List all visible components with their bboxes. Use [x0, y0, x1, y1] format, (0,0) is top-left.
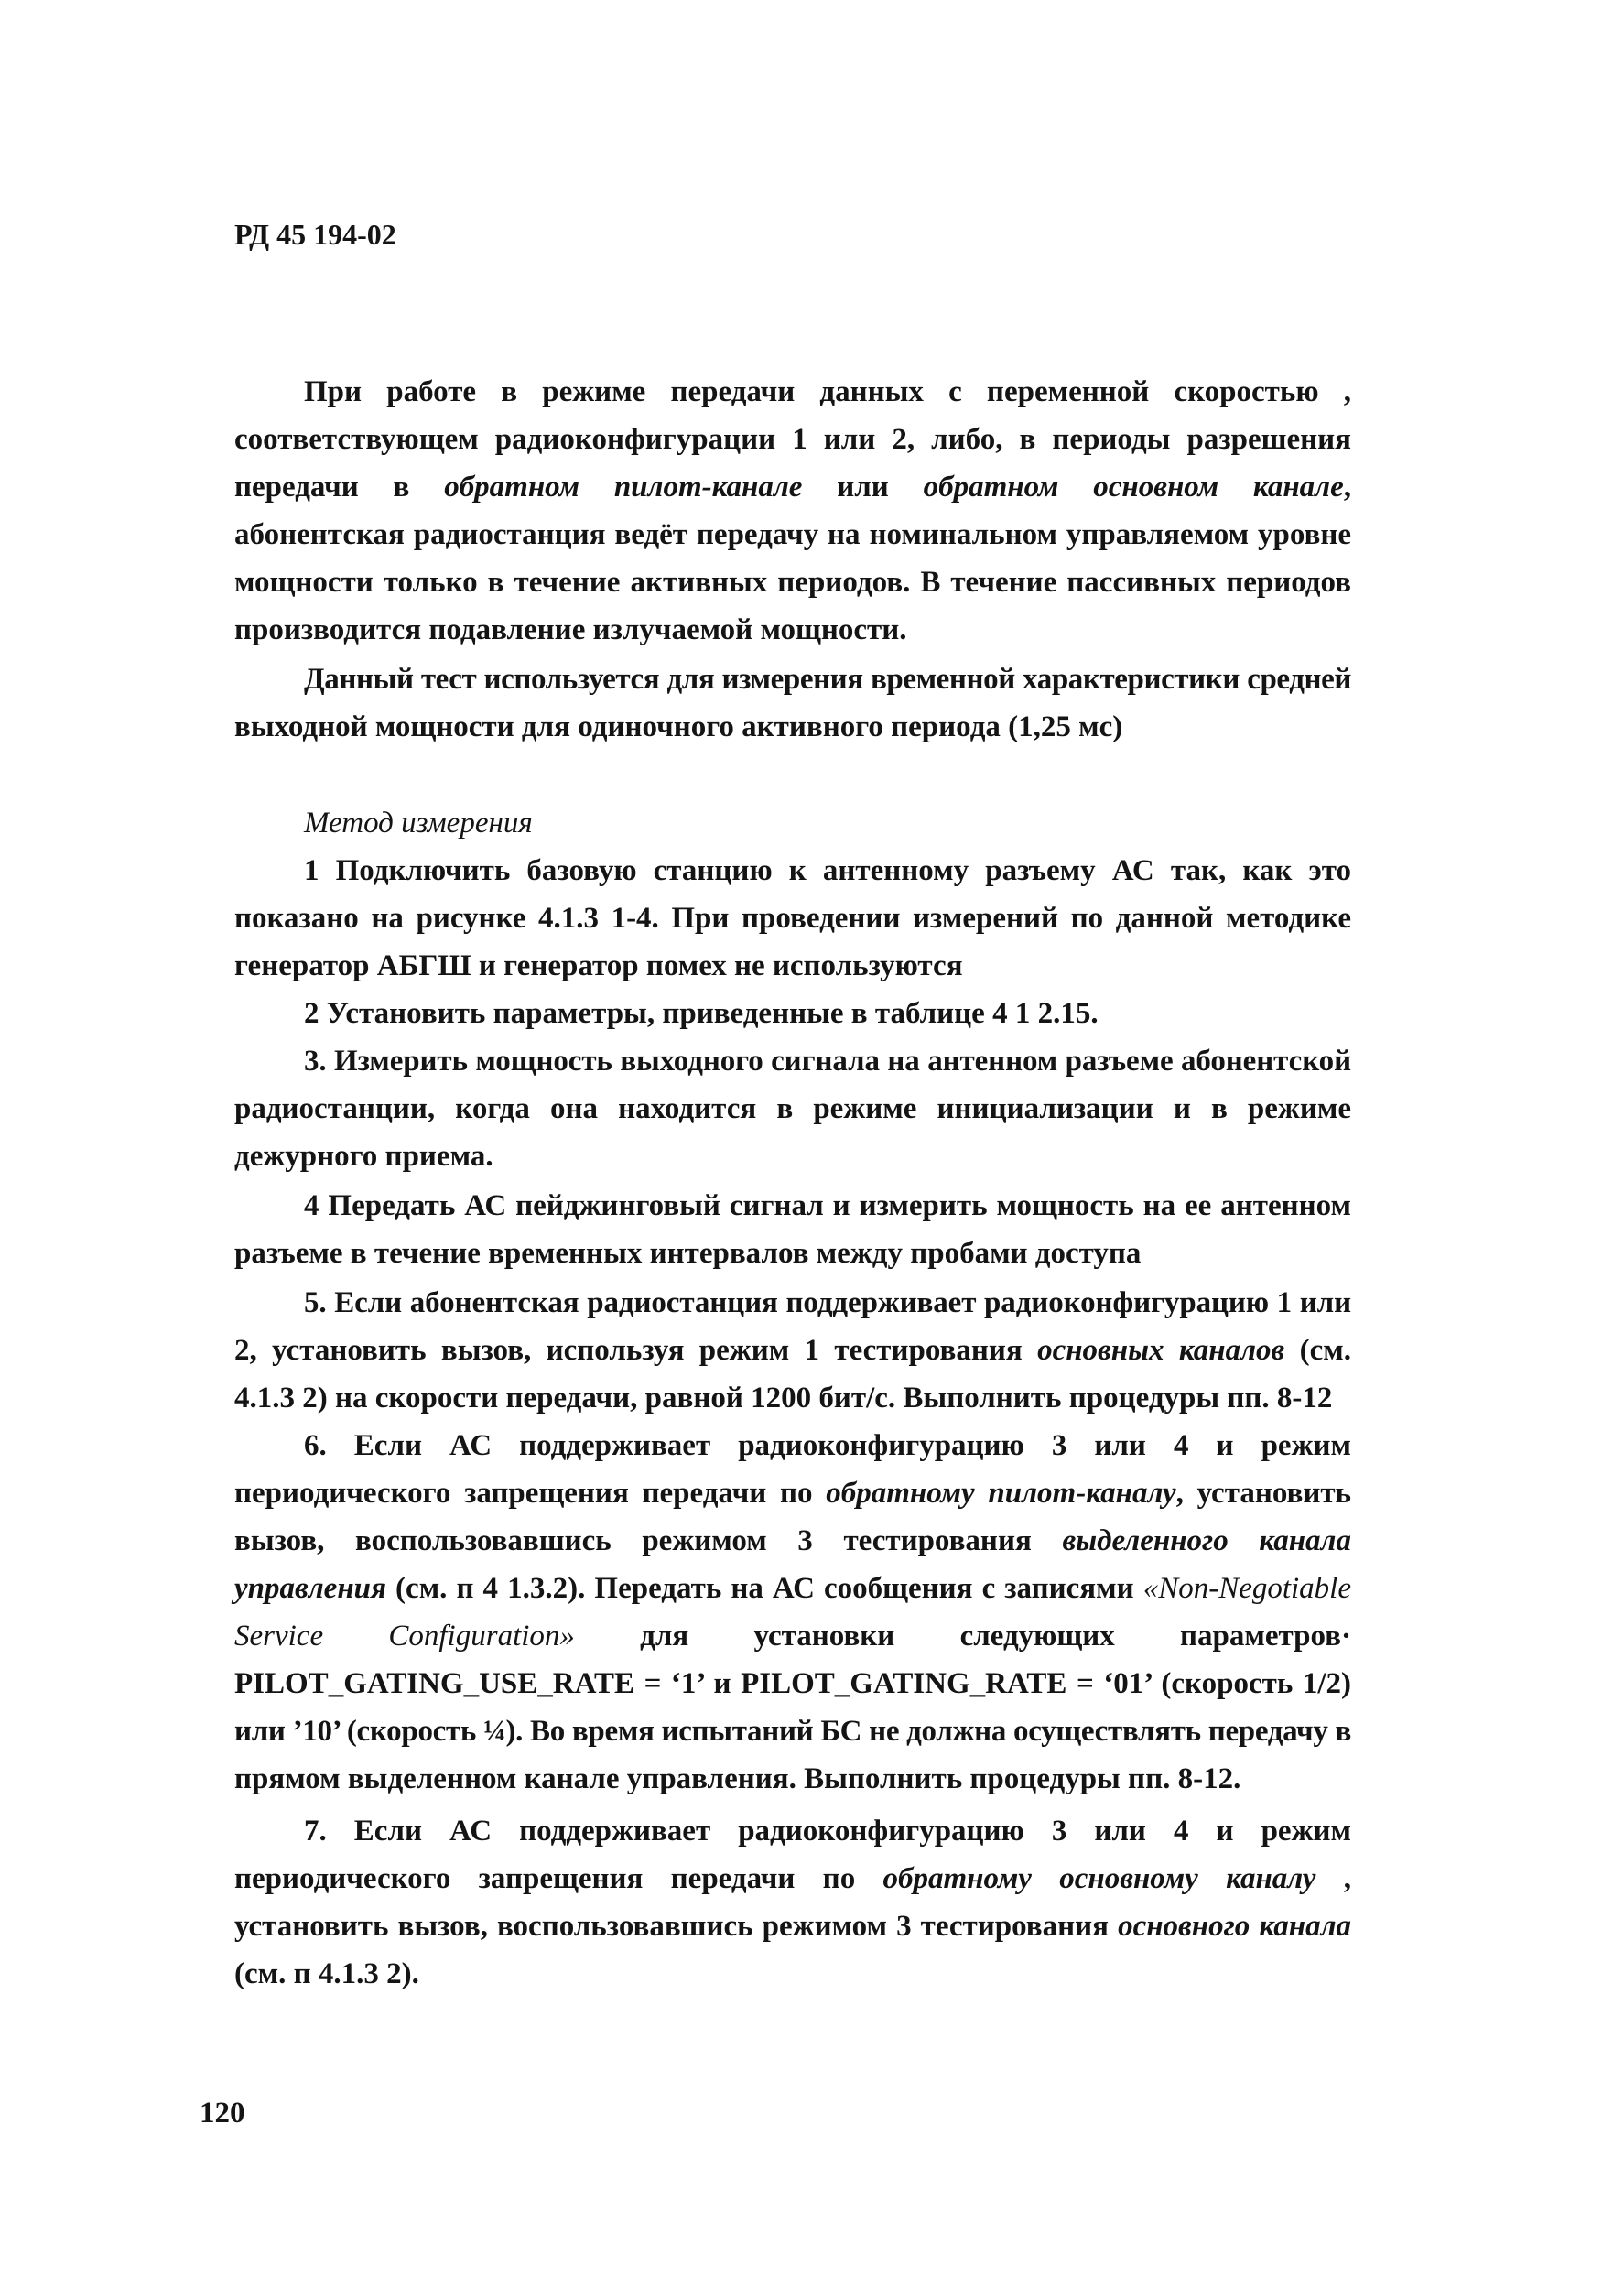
- text-line: [234, 703, 1351, 751]
- method-step-6: [234, 1422, 1351, 1803]
- page-body: [234, 368, 1351, 1998]
- text-line: [234, 656, 1351, 703]
- text-run: генератор АБГШ и генератор помех не используются: [234, 949, 963, 982]
- emphasis-text: обратному пилот-каналу: [826, 1477, 1176, 1510]
- text-line: [234, 1279, 1351, 1327]
- italic-text: Service Configuration»: [234, 1620, 575, 1653]
- method-step-2: [234, 990, 1351, 1037]
- text-line: [234, 606, 1351, 654]
- text-run: или ’10’ (скорость ¼). Во время испытаний БС не должна осуществлять передачу в: [234, 1715, 1352, 1748]
- text-run: разъеме в течение временных интервалов между пробами доступа: [234, 1237, 1142, 1270]
- text-line: [234, 1855, 1351, 1902]
- text-line: [234, 1182, 1351, 1230]
- text-run: вызов, воспользовавшись режимом 3 тестирования: [234, 1524, 1063, 1557]
- text-run: дежурного приема.: [234, 1140, 493, 1173]
- text-run: 5. Если абонентская радиостанция поддерживает радиоконфигурацию 1 или: [304, 1286, 1351, 1319]
- text-run: показано на рисунке 4.1.3 1-4. При проведении измерений по данной методике: [234, 902, 1351, 935]
- intro-paragraph: [234, 368, 1351, 654]
- text-line: [234, 1950, 1351, 1998]
- text-line: [234, 990, 1351, 1037]
- text-line: [234, 847, 1351, 894]
- text-run: ,: [1315, 1862, 1352, 1895]
- text-line: [234, 942, 1351, 990]
- text-run: соответствующем радиоконфигурации 1 или 2, либо, в периоды разрешения: [234, 423, 1351, 456]
- method-step-4: [234, 1182, 1351, 1277]
- text-line: [234, 1037, 1351, 1085]
- text-run: выходной мощности для одиночного активного периода (1,25 мс): [234, 710, 1123, 743]
- text-run: производится подавление излучаемой мощности.: [234, 613, 907, 646]
- method-step-3: [234, 1037, 1351, 1180]
- text-run: (см. п 4.1.3 2).: [234, 1957, 419, 1990]
- text-line: [234, 368, 1351, 416]
- text-run: 4.1.3 2) на скорости передачи, равной 1200 бит/с. Выполнить процедуры пп. 8-12: [234, 1382, 1333, 1414]
- text-run: или: [802, 471, 924, 504]
- text-run: (см.: [1284, 1334, 1351, 1367]
- page-number: 120: [200, 2097, 245, 2130]
- text-line: [234, 1469, 1351, 1517]
- emphasis-text: основного канала: [1118, 1910, 1351, 1943]
- text-line: [234, 894, 1351, 942]
- text-line: [234, 1565, 1351, 1612]
- text-line: [234, 1755, 1351, 1803]
- emphasis-text: выделенного канала: [1062, 1524, 1351, 1557]
- text-run: периодического запрещения передачи по: [234, 1477, 827, 1510]
- text-run: периодического запрещения передачи по: [234, 1862, 883, 1895]
- text-run: передачи в: [234, 471, 445, 504]
- text-run: , установить: [1175, 1477, 1352, 1510]
- text-run: прямом выделенном канале управления. Выполнить процедуры пп. 8-12.: [234, 1762, 1241, 1795]
- test-purpose-paragraph: [234, 656, 1351, 751]
- text-line: [234, 1807, 1351, 1855]
- text-run: При работе в режиме передачи данных с переменной скоростью ,: [304, 375, 1351, 408]
- method-step-1: [234, 847, 1351, 990]
- text-run: 7. Если АС поддерживает радиоконфигурацию 3 или 4 и режим: [304, 1815, 1351, 1848]
- emphasis-text: управления: [234, 1572, 386, 1605]
- text-run: мощности только в течение активных периодов. В течение пассивных периодов: [234, 566, 1351, 599]
- text-line: [234, 1902, 1351, 1950]
- method-step-5: [234, 1279, 1351, 1422]
- text-line: [234, 416, 1351, 463]
- emphasis-text: обратном пилот-канале: [444, 471, 803, 504]
- emphasis-text: основных каналов: [1037, 1334, 1285, 1367]
- text-line: [234, 1707, 1351, 1755]
- text-run: 1 Подключить базовую станцию к антенному разъему АС так, как это: [304, 854, 1351, 887]
- text-line: [234, 1517, 1351, 1565]
- text-run: радиостанции, когда она находится в режиме инициализации и в режиме: [234, 1092, 1351, 1125]
- text-line: [234, 1422, 1351, 1469]
- text-run: ,: [1343, 471, 1351, 504]
- text-line: [234, 1085, 1351, 1133]
- text-run: PILOT_GATING_USE_RATE = ‘1’ и PILOT_GATING_RATE = ‘01’ (скорость 1/2): [234, 1667, 1351, 1700]
- text-line: [234, 1660, 1351, 1707]
- text-line: [234, 1612, 1351, 1660]
- emphasis-text: обратному основному каналу: [882, 1862, 1316, 1895]
- text-run: Данный тест используется для измерения временной характеристики средней: [304, 663, 1351, 696]
- method-step-7: [234, 1807, 1351, 1998]
- text-line: [234, 1374, 1351, 1422]
- text-run: 2, установить вызов, используя режим 1 тестирования: [234, 1334, 1038, 1367]
- text-run: 2 Установить параметры, приведенные в таблице 4 1 2.15.: [304, 997, 1099, 1030]
- text-line: [234, 463, 1351, 511]
- italic-text: «Non-Negotiable: [1142, 1572, 1351, 1605]
- text-line: [234, 558, 1351, 606]
- text-line: [234, 511, 1351, 558]
- text-run: установить вызов, воспользовавшись режимом 3 тестирования: [234, 1910, 1119, 1943]
- text-run: 4 Передать АС пейджинговый сигнал и измерить мощность на ее антенном: [304, 1189, 1351, 1222]
- text-line: [234, 1133, 1351, 1180]
- text-run: 6. Если АС поддерживает радиоконфигурацию 3 или 4 и режим: [304, 1429, 1351, 1462]
- text-run: абонентская радиостанция ведёт передачу на номинальном управляемом уровне: [234, 518, 1351, 551]
- running-head: РД 45 194-02: [234, 218, 396, 251]
- emphasis-text: обратном основном канале: [923, 471, 1344, 504]
- text-run: (см. п 4 1.3.2). Передать на АС сообщения с записями: [386, 1572, 1143, 1605]
- text-line: [234, 1230, 1351, 1277]
- text-run: для установки следующих параметров·: [574, 1620, 1351, 1653]
- text-run: 3. Измерить мощность выходного сигнала на антенном разъеме абонентской: [304, 1045, 1351, 1078]
- method-heading: Метод измерения: [304, 807, 533, 840]
- text-line: [234, 1327, 1351, 1374]
